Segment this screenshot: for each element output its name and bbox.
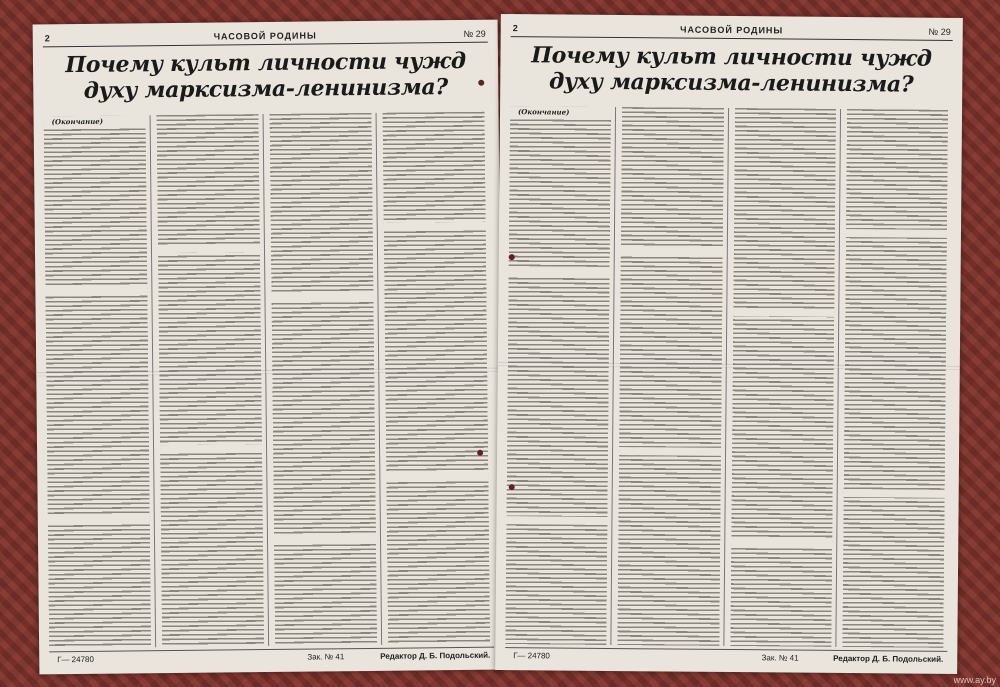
pin-hole: [509, 484, 515, 490]
article-column: [383, 112, 495, 645]
issue-number: № 29: [463, 28, 486, 39]
article-column: [730, 108, 841, 647]
article-column: [44, 115, 157, 648]
page-footer: [49, 647, 494, 669]
pin-hole: [477, 450, 483, 456]
newspaper-sheet-left: [33, 20, 505, 675]
newspaper-sheet-right: [495, 14, 963, 674]
page-footer: [505, 647, 947, 668]
publication-name: ЧАСОВОЙ РОДИНЫ: [213, 30, 317, 42]
article-column: [618, 107, 729, 646]
page-number: 2: [512, 23, 518, 34]
editor-credit: Редактор Д. Б. Подольский.: [380, 650, 491, 661]
article-columns: [44, 112, 495, 649]
article-column: [270, 113, 383, 646]
lead-label: (Окончание): [510, 106, 611, 119]
issue-number: № 29: [928, 26, 951, 37]
print-code: Г— 24780: [57, 654, 94, 665]
order-number: Зак. № 41: [307, 652, 345, 662]
article-column: [157, 114, 270, 647]
lead-label: (Окончание): [44, 115, 146, 128]
page-number: 2: [44, 33, 50, 44]
article-columns: [505, 106, 952, 648]
masthead: [43, 26, 488, 48]
headline: Почему культ личности чужд духу марксизма-ленинизма?: [65, 47, 466, 104]
editor-credit: Редактор Д. Б. Подольский.: [833, 653, 944, 664]
watermark: www.ay.by: [953, 675, 996, 685]
article-column: [505, 106, 616, 645]
article-column: [842, 109, 952, 648]
headline: Почему культ личности чужд духу марксизма-ленинизма?: [531, 42, 932, 98]
order-number: Зак. № 41: [761, 653, 799, 663]
pin-hole: [478, 80, 484, 86]
pin-hole: [509, 254, 515, 260]
print-code: Г— 24780: [513, 651, 550, 661]
masthead: [511, 20, 953, 41]
publication-name: ЧАСОВОЙ РОДИНЫ: [680, 24, 784, 36]
